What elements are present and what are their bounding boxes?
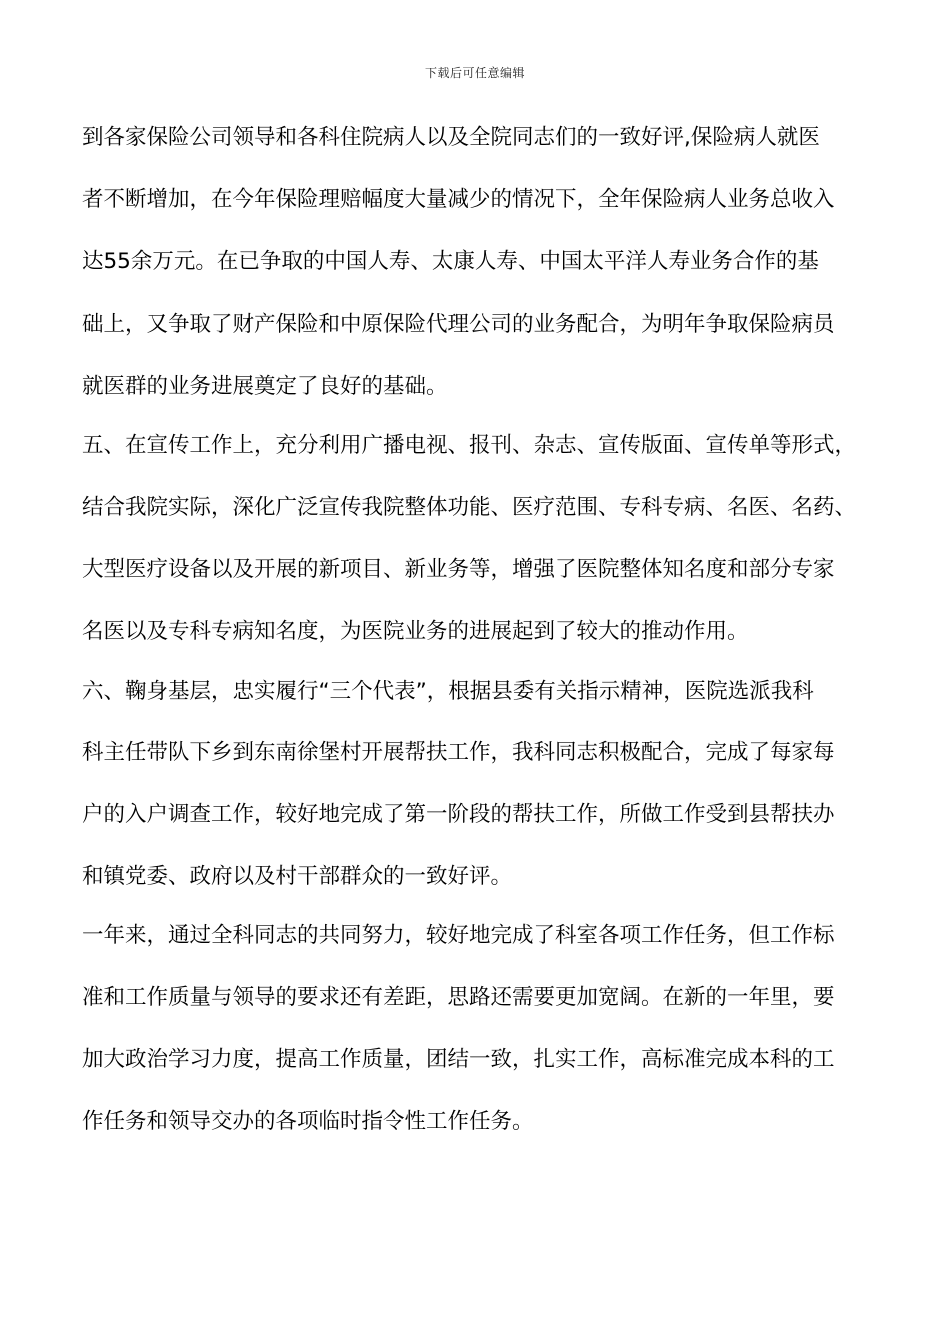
body-text-line: 准和工作质量与领导的要求还有差距，思路还需要更加宽阔。在新的一年里，要 <box>82 985 835 1010</box>
body-text-line: 五、在宣传工作上，充分利用广播电视、报刊、杂志、宣传版面、宣传单等形式， <box>82 433 857 458</box>
body-text-line: 达55余万元。在已争取的中国人寿、太康人寿、中国太平洋人寿业务合作的基 <box>82 249 819 274</box>
body-text-line: 户的入户调查工作，较好地完成了第一阶段的帮扶工作，所做工作受到县帮扶办 <box>82 802 835 827</box>
body-text-line: 作任务和领导交办的各项临时指令性工作任务。 <box>82 1109 534 1134</box>
body-text-line: 到各家保险公司领导和各科住院病人以及全院同志们的一致好评,保险病人就医 <box>82 125 820 150</box>
body-text-line: 者不断增加，在今年保险理赔幅度大量减少的情况下，全年保险病人业务总收入 <box>82 187 835 212</box>
body-text-line: 科主任带队下乡到东南徐堡村开展帮扶工作，我科同志积极配合，完成了每家每 <box>82 740 835 765</box>
body-text-line: 一年来，通过全科同志的共同努力，较好地完成了科室各项工作任务，但工作标 <box>82 923 835 948</box>
body-text-line: 就医群的业务进展奠定了良好的基础。 <box>82 374 448 399</box>
body-text-line: 础上，又争取了财产保险和中原保险代理公司的业务配合，为明年争取保险病员 <box>82 312 835 337</box>
body-text-line: 结合我院实际，深化广泛宣传我院整体功能、医疗范围、专科专病、名医、名药、 <box>82 495 857 520</box>
body-text-line: 大型医疗设备以及开展的新项目、新业务等，增强了医院整体知名度和部分专家 <box>82 557 835 582</box>
body-text-line: 名医以及专科专病知名度，为医院业务的进展起到了较大的推动作用。 <box>82 619 749 644</box>
page-header: 下载后可任意编辑 <box>424 66 525 80</box>
body-text-line: 加大政治学习力度，提高工作质量，团结一致，扎实工作，高标准完成本科的工 <box>82 1047 835 1072</box>
body-text-line: 和镇党委、政府以及村干部群众的一致好评。 <box>82 864 513 889</box>
body-text-line: 六、鞠身基层，忠实履行“三个代表”，根据县委有关指示精神，医院选派我科 <box>82 679 814 704</box>
